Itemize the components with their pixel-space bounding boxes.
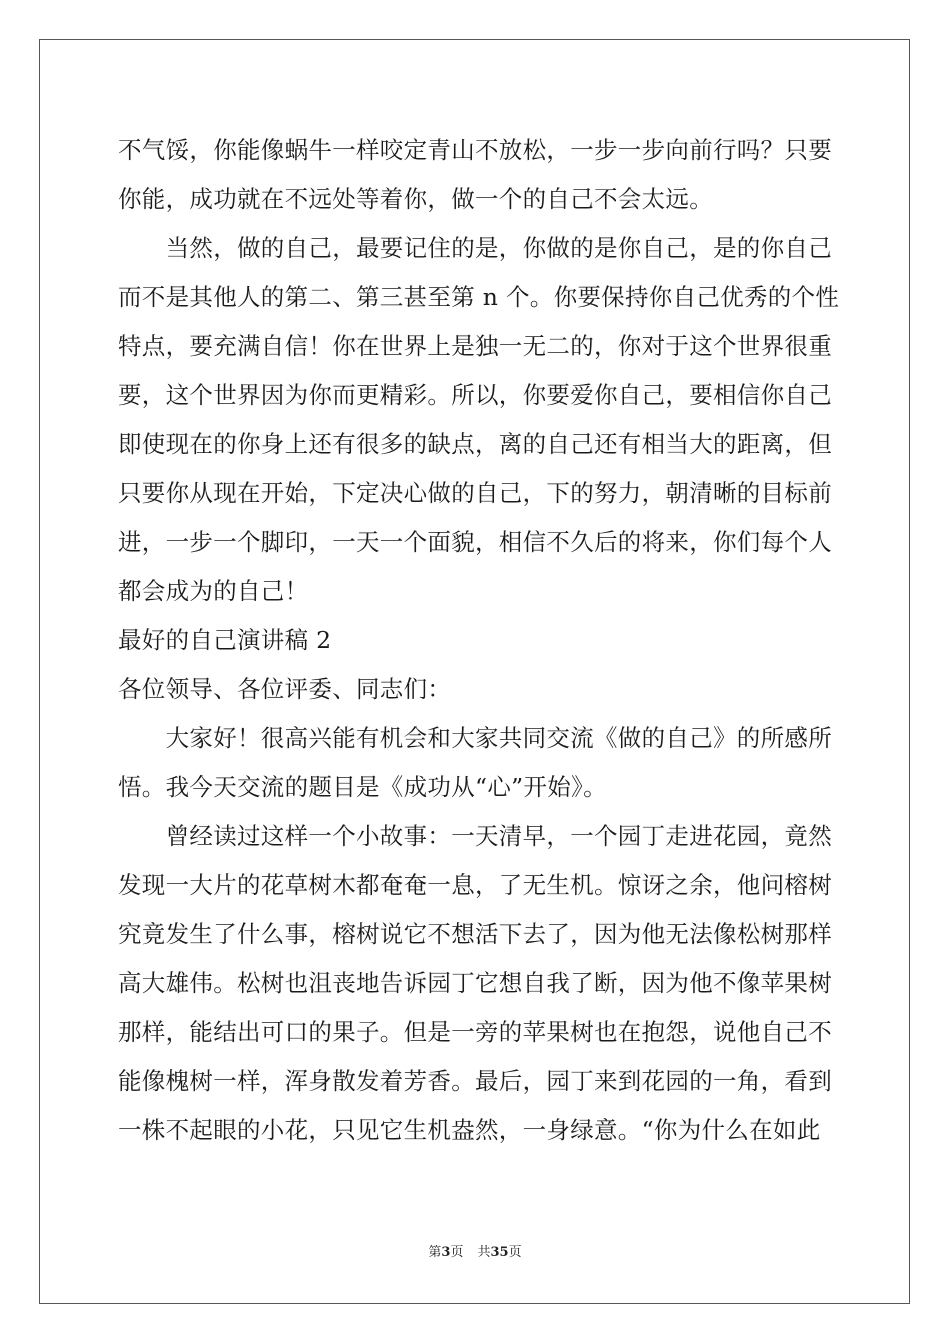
text-line: 发现一大片的花草树木都奄奄一息，了无生机。惊讶之余，他问榕树 [118,871,832,899]
total-suffix: 页 [508,1245,522,1260]
text-line: 高大雄伟。松树也沮丧地告诉园丁它想自我了断，因为他不像苹果树 [118,969,832,997]
text-line: 你能，成功就在不远处等着你，做一个的自己不会太远。 [118,185,713,213]
text-line: 大家好！很高兴能有机会和大家共同交流《做的自己》的所感所 [118,724,832,752]
page-number: 3 [441,1245,451,1260]
text-line: 即使现在的你身上还有很多的缺点，离的自己还有相当大的距离，但 [118,430,832,458]
text-line: 特点，要充满自信！你在世界上是独一无二的，你对于这个世界很重 [118,332,832,360]
text-line: 能像槐树一样，浑身散发着芳香。最后，园丁来到花园的一角，看到 [118,1067,832,1095]
salutation: 各位领导、各位评委、同志们： [118,675,452,703]
text-line: 不气馁，你能像蜗牛一样咬定青山不放松，一步一步向前行吗？只要 [118,136,832,164]
page-footer [0,1245,950,1261]
text-line: 曾经读过这样一个小故事：一天清早，一个园丁走进花园，竟然 [118,822,832,850]
text-line: 一株不起眼的小花，只见它生机盎然，一身绿意。“你为什么在如此 [118,1116,821,1144]
page-prefix: 第 [428,1245,442,1260]
text-line: 而不是其他人的第二、第三甚至第 n 个。你要保持你自己优秀的个性 [118,283,840,311]
text-line: 当然，做的自己，最要记住的是，你做的是你自己，是的你自己 [118,234,832,262]
page-suffix: 页 [450,1245,464,1260]
total-pages: 35 [490,1245,509,1260]
text-line: 要，这个世界因为你而更精彩。所以，你要爱你自己，要相信你自己 [118,381,832,409]
total-prefix: 共 [477,1245,491,1260]
document-body [118,126,840,1155]
text-line: 悟。我今天交流的题目是《成功从“心”开始》。 [118,773,607,801]
text-line: 那样，能结出可口的果子。但是一旁的苹果树也在抱怨，说他自己不 [118,1018,832,1046]
text-line: 都会成为的自己！ [118,577,309,605]
text-line: 究竟发生了什么事，榕树说它不想活下去了，因为他无法像松树那样 [118,920,832,948]
text-line: 只要你从现在开始，下定决心做的自己，下的努力，朝清晰的目标前 [118,479,832,507]
section-title: 最好的自己演讲稿 2 [118,626,332,654]
text-line: 进，一步一个脚印，一天一个面貌，相信不久后的将来，你们每个人 [118,528,832,556]
